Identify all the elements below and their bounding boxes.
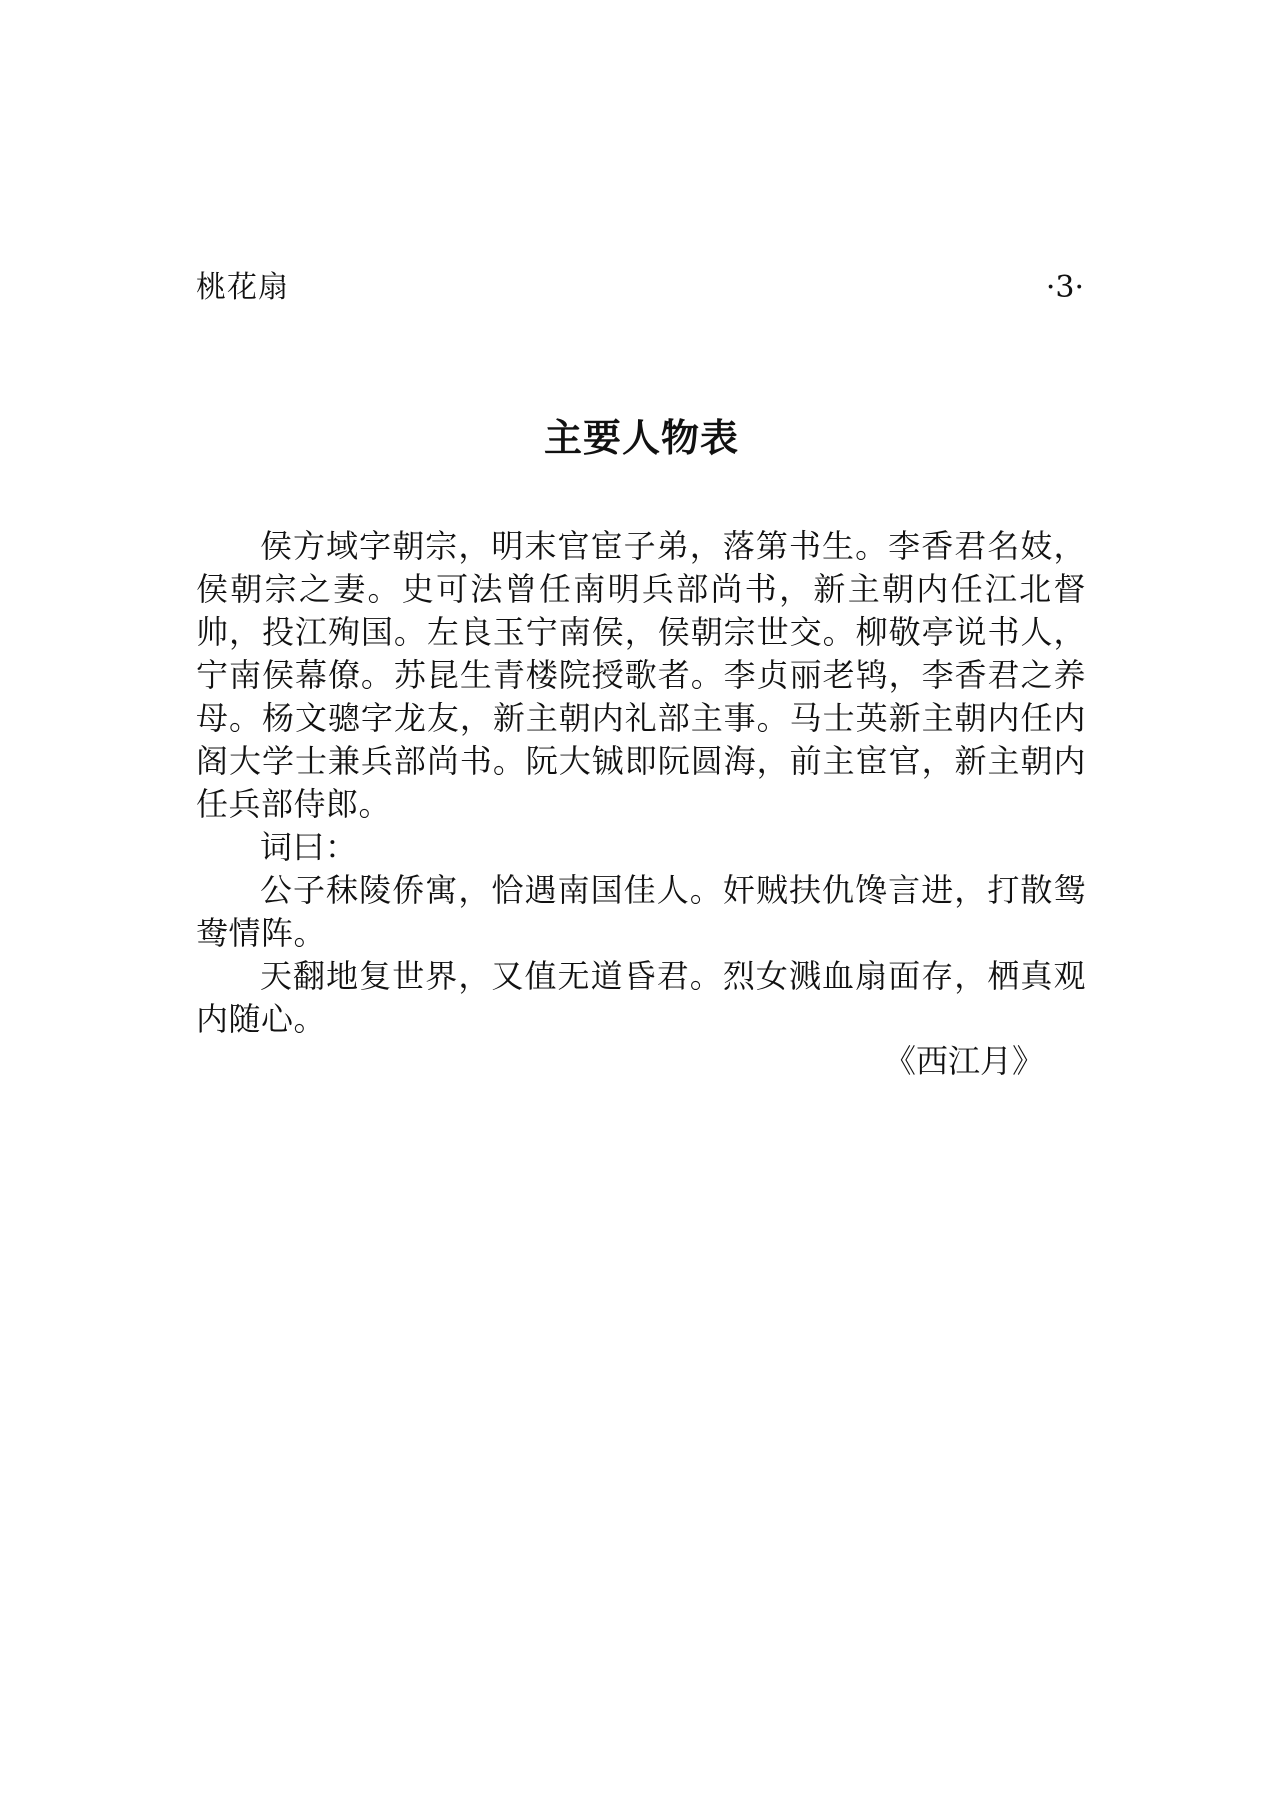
running-header [196, 268, 1084, 308]
body-text [196, 525, 1086, 1041]
character-list-paragraph: 侯方域字朝宗，明末官宦子弟，落第书生。李香君名妓，侯朝宗之妻。史可法曾任南明兵部尚书，新主朝内任江北督帅，投江殉国。左良玉宁南侯，侯朝宗世交。柳敬亭说书人，宁南侯幕僚。苏昆生青楼院授歌者。李贞丽老鸨，李香君之养母。杨文骢字龙友，新主朝内礼部主事。马士英新主朝内任内阁大学士兼兵部尚书。阮大铖即阮圆海，前主宦官，新主朝内任兵部侍郎。 [196, 527, 1086, 823]
poem-stanza-2: 天翻地复世界，又值无道昏君。烈女溅血扇面存，栖真观内随心。 [196, 957, 1086, 1038]
page-number: ·3· [1045, 270, 1084, 305]
section-title: 主要人物表 [543, 416, 739, 460]
poem-intro: 词曰： [260, 828, 358, 866]
poem-source: 《西江月》 [883, 1042, 1044, 1080]
poem-stanza-1: 公子秣陵侨寓，恰遇南国佳人。奸贼扶仇馋言进，打散鸳鸯情阵。 [196, 871, 1086, 952]
book-title: 桃花扇 [196, 270, 289, 305]
